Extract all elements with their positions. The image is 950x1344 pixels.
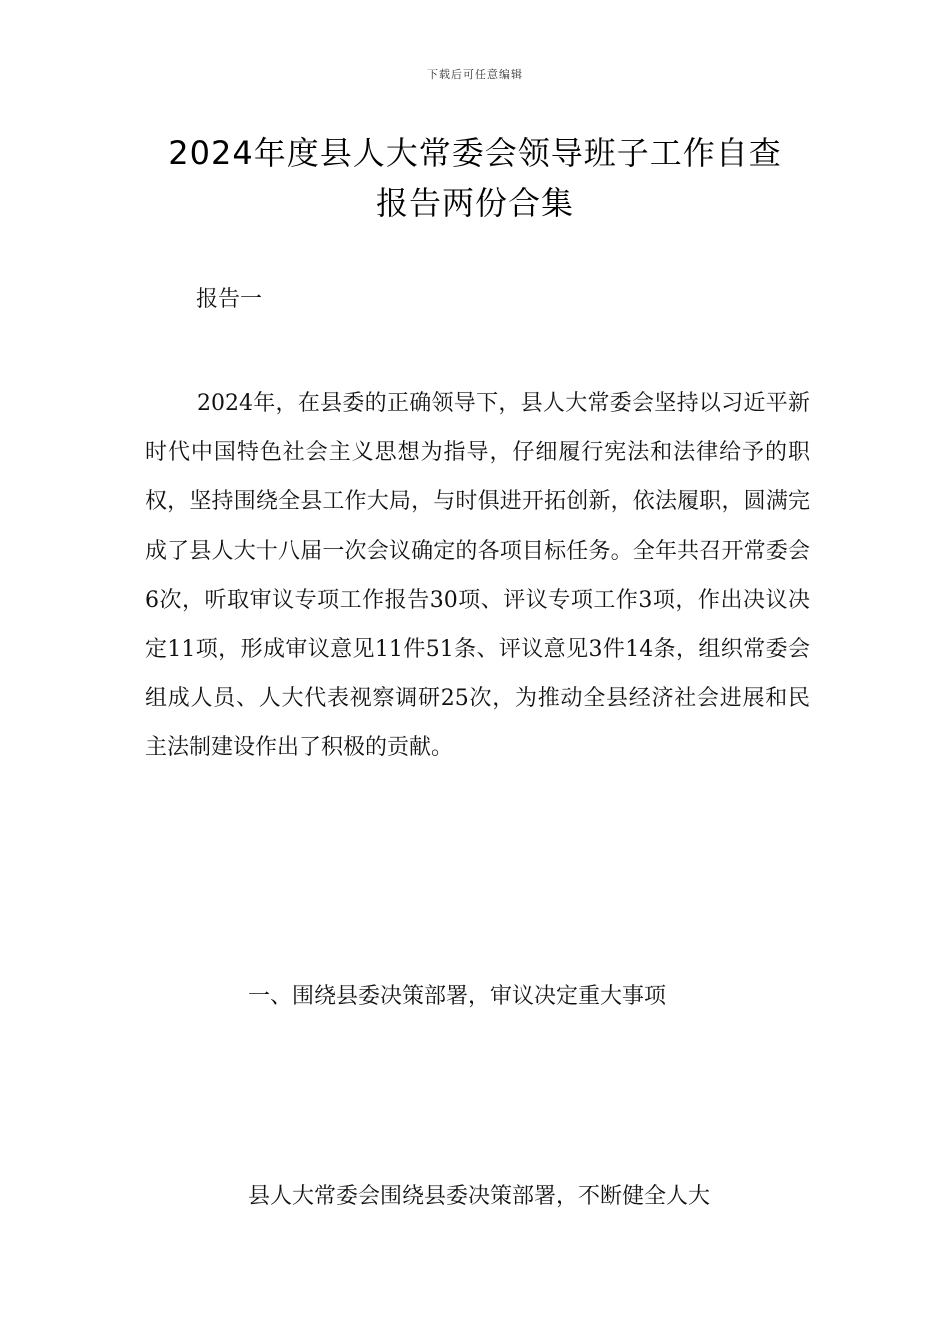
document-title xyxy=(140,128,810,228)
report-label: 报告一 xyxy=(196,287,263,312)
body-paragraph-1: 2024年，在县委的正确领导下，县人大常委会坚持以习近平新时代中国特色社会主义思想为指导，仔细履行宪法和法律给予的职权，坚持围绕全县工作大局，与时俱进开拓创新，依法履职，圆满完成了县人大十八届一次会议确定的各项目标任务。全年共召开常委会6次，听取审议专项工作报告30项、评议专项工作3项，作出决议决定11项，形成审议意见11件51条、评议意见3件14条，组织常委会组成人员、人大代表视察调研25次，为推动全县经济社会进展和民主法制建设作出了积极的贡献。 xyxy=(145,391,810,761)
header-note: 下载后可任意编辑 xyxy=(427,68,523,81)
title-line-2: 报告两份合集 xyxy=(375,184,574,222)
title-line-1: 2024年度县人大常委会领导班子工作自查 xyxy=(168,134,782,172)
body-paragraph-2: 县人大常委会围绕县委决策部署，不断健全人大 xyxy=(248,1184,711,1209)
section-heading: 一、围绕县委决策部署，审议决定重大事项 xyxy=(248,984,667,1009)
